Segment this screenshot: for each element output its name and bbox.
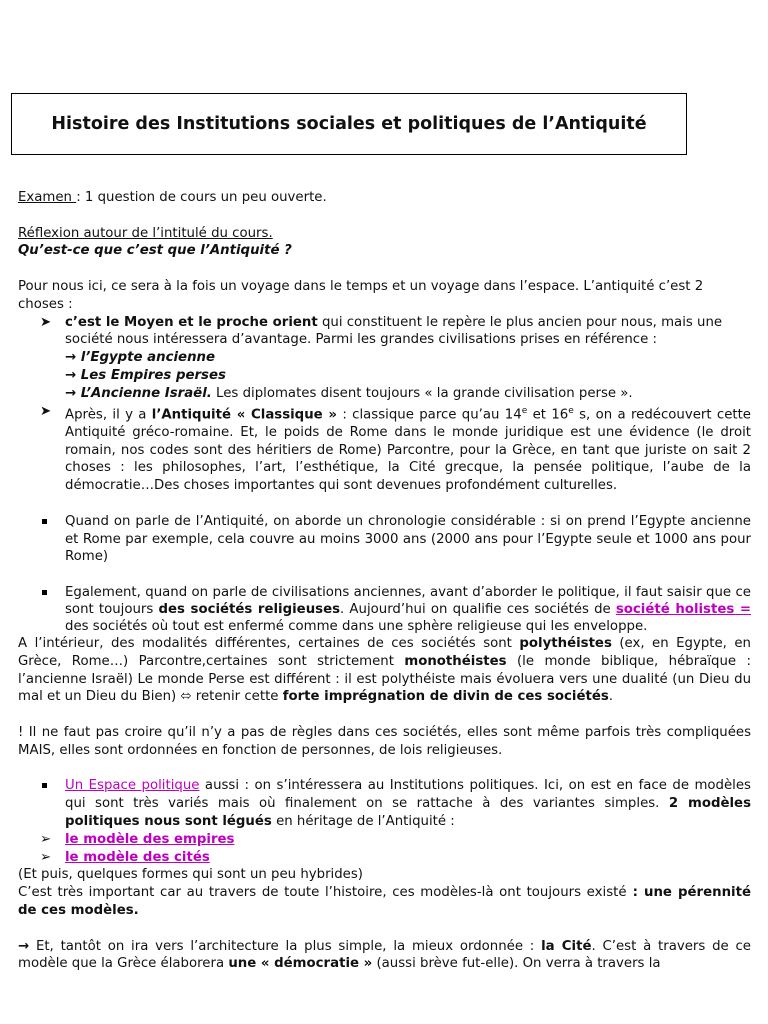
list-item <box>18 849 751 867</box>
square-bullet-icon <box>42 783 47 788</box>
list-item: ➤ Après, il y a l’Antiquité « Classique » : classique parce qu’au 14e et 16e s, on a redécouvert cette Antiquité gréco-romaine. Et, le poids de Rome dans le monde juridique est une évidence (le droit romain, nos codes sont des héritiers de Rome) Parcontre, pour la Grèce, en tant que juriste on sait 2 choses : les philosophes, l’art, l’esthétique, la Cité grecque, la pensée politique, l’aube de la démocratie…Des choses importantes qui sont devenues profondément culturelles. <box>40 403 751 494</box>
question-heading: Qu’est-ce que c’est que l’Antiquité ? <box>18 243 292 259</box>
list-item: Egalement, quand on parle de civilisations anciennes, avant d’aborder le politique, il faut saisir que ce sont toujours des sociétés religieuses. Aujourd’hui on qualifie ces sociétés de société holistes = des sociétés où tout est enfermé comme dans une sphère religieuse qui les enveloppe. <box>18 584 751 635</box>
paragraph: (Et puis, quelques formes qui sont un peu hybrides) <box>18 867 363 883</box>
paragraph: ! Il ne faut pas croire qu’il n’y a pas de règles dans ces sociétés, elles sont même parfois très compliquées MAIS, elles sont ordonnées en fonction de personnes, de lois religieuses. <box>18 724 751 758</box>
square-bullet-icon <box>42 519 47 524</box>
item-text: qui constituent le repère le plus ancien pour nous, mais une société nous intéressera d’avantage. Parmi les grandes civilisations prises en référence : <box>65 314 723 348</box>
outline-arrowhead-icon: ➢ <box>40 849 52 865</box>
exam-text: : 1 question de cours un peu ouverte. <box>76 190 327 205</box>
holistes-link: société holistes = <box>615 601 751 617</box>
square-bullet-icon <box>42 590 47 595</box>
list-item: Un Espace politique aussi : on s’intéressera au Institutions politiques. Ici, on est en face de modèles qui sont très variés mais où finalement on se rattache à des variantes simples. 2 modèles politiques nous sont légués en héritage de l’Antiquité : <box>18 777 751 830</box>
title-box <box>11 93 687 155</box>
espace-politique-link[interactable]: Un Espace politique <box>65 778 200 794</box>
list-item: Quand on parle de l’Antiquité, on aborde un chronologie considérable : si on prend l’Egypte ancienne et Rome par exemple, cela couvre au moins 3000 ans (2000 ans pour l’Egypte seule et 1000 ans pour Rome) <box>18 513 751 566</box>
exam-label: Examen <box>18 190 77 205</box>
arrow-icon: → <box>65 350 81 366</box>
sub-item: → Les Empires perses <box>65 367 226 383</box>
paragraph: C’est très important car au travers de toute l’histoire, ces modèles-là ont toujours existé : une pérennité de ces modèles. <box>18 885 751 918</box>
sub-item: → l’Egypte ancienne <box>65 350 216 366</box>
arrowhead-bullet-icon: ➤ <box>40 403 52 419</box>
document-body <box>18 189 751 973</box>
outline-arrowhead-icon: ➢ <box>40 831 52 847</box>
item-bold: c’est le Moyen et le proche orient <box>65 314 318 330</box>
arrowhead-bullet-icon: ➤ <box>40 314 52 330</box>
model-empires-link[interactable]: le modèle des empires <box>65 831 235 847</box>
list-item <box>18 314 751 403</box>
arrow-icon: → <box>18 938 30 954</box>
paragraph: → Et, tantôt on ira vers l’architecture la plus simple, la mieux ordonnée : la Cité. C’est à travers de ce modèle que la Grèce élaborera une « démocratie » (aussi brève fut-elle). On verra à travers la <box>18 938 751 972</box>
arrow-icon: → <box>65 367 81 383</box>
document-title: Histoire des Institutions sociales et politiques de l’Antiquité <box>51 114 647 134</box>
exam-line <box>18 189 751 207</box>
model-cites-link[interactable]: le modèle des cités <box>65 849 210 865</box>
sub-item: → L’Ancienne Israël. Les diplomates disent toujours « la grande civilisation perse ». <box>65 385 633 401</box>
paragraph: A l’intérieur, des modalités différentes, certaines de ces sociétés sont polythéistes (ex, en Egypte, en Grèce, Rome…) Parcontre,certaines sont strictement monothéistes (le monde biblique, hébraïque : l’ancienne Israël) Le monde Perse est différent : il est polythéiste mais évoluera vers une dualité (un Dieu du mal et un Dieu du Bien) ⬄ retenir cette forte imprégnation de divin de ces sociétés. <box>18 635 751 705</box>
arrow-icon: → <box>65 385 81 401</box>
reflexion-heading: Réflexion autour de l’intitulé du cours. <box>18 225 273 241</box>
intro-paragraph: Pour nous ici, ce sera à la fois un voyage dans le temps et un voyage dans l’espace. L’antiquité c’est 2 choses : <box>18 278 704 312</box>
list-item <box>18 831 751 849</box>
